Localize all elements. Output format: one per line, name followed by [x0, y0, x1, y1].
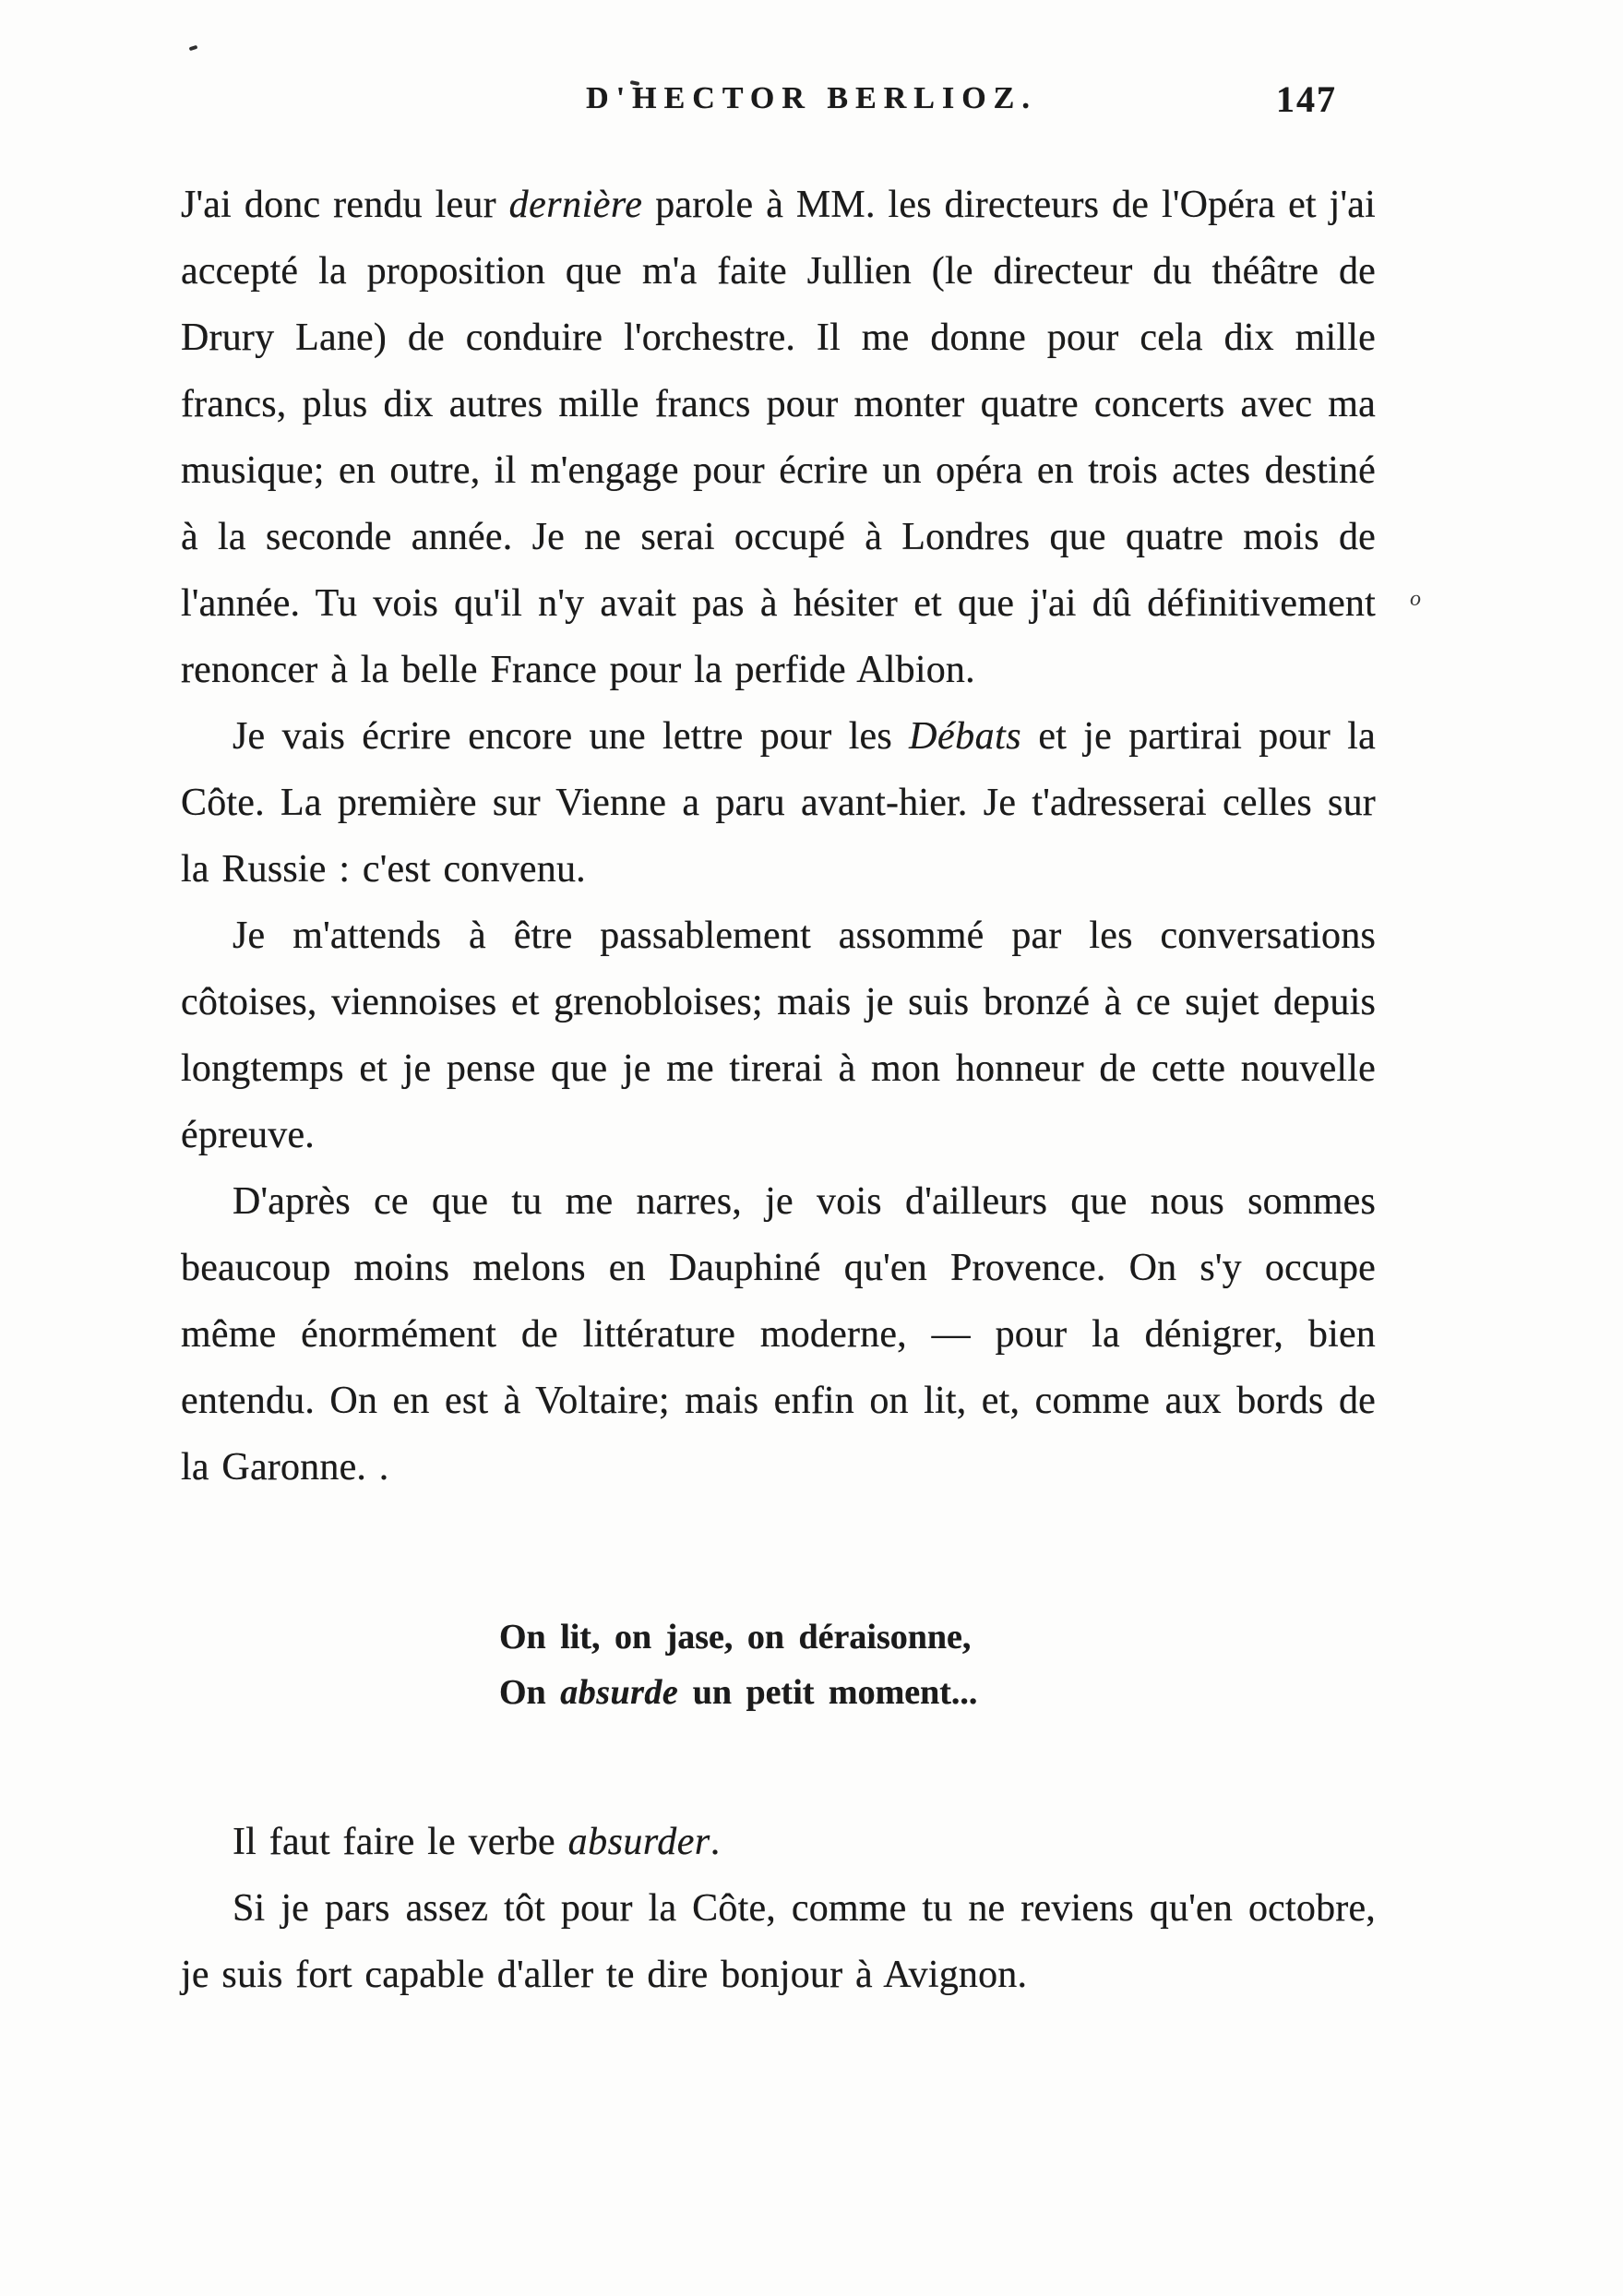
verse-line-2: On absurde un petit moment...: [499, 1673, 978, 1712]
running-title: D'HECTOR BERLIOZ.: [586, 81, 1037, 115]
paragraph-2: Je vais écrire encore une lettre pour les Débats et je partirai pour la Côte. La première sur Vienne a paru avant-hier. Je t'adresserai celles sur la Russie : c'est convenu.: [181, 715, 1376, 891]
paragraph-3: Je m'attends à être passablement assommé par les conversations côtoises, viennoises et grenobloises; mais je suis bronzé à ce sujet depuis longtemps et je pense que je me tirerai à mon honneur de cette nouvelle épreuve.: [181, 915, 1376, 1156]
text-block: [181, 159, 1376, 2008]
verse-line-1: On lit, on jase, on déraisonne,: [499, 1618, 972, 1656]
ink-speck: [189, 45, 198, 52]
verse-block: [499, 1609, 1376, 1720]
page-number: 147: [1276, 78, 1337, 120]
page-header: [0, 78, 1623, 137]
paragraph-5: Il faut faire le verbe absurder.: [233, 1821, 721, 1863]
paragraph-4: D'après ce que tu me narres, je vois d'ailleurs que nous sommes beaucoup moins melons en Dauphiné qu'en Provence. On s'y occupe même énormément de littérature moderne, — pour la dénigrer, bien entendu. On en est à Voltaire; mais enfin on lit, et, comme aux bords de la Garonne. .: [181, 1180, 1376, 1489]
paragraph-6: Si je pars assez tôt pour la Côte, comme tu ne reviens qu'en octobre, je suis fort capable d'aller te dire bonjour à Avignon.: [181, 1887, 1376, 1996]
margin-mark: o: [1410, 587, 1421, 611]
paragraph-1: J'ai donc rendu leur dernière parole à MM. les directeurs de l'Opéra et j'ai accepté la proposition que m'a faite Jullien (le directeur du théâtre de Drury Lane) de conduire l'orchestre. Il me donne pour cela dix mille francs, plus dix autres mille francs pour monter quatre concerts avec ma musique; en outre, il m'engage pour écrire un opéra en trois actes destiné à la seconde année. Je ne serai occupé à Londres que quatre mois de l'année. Tu vois qu'il n'y avait pas à hésiter et que j'ai dû définitivement renoncer à la belle France pour la perfide Albion.: [181, 184, 1376, 691]
